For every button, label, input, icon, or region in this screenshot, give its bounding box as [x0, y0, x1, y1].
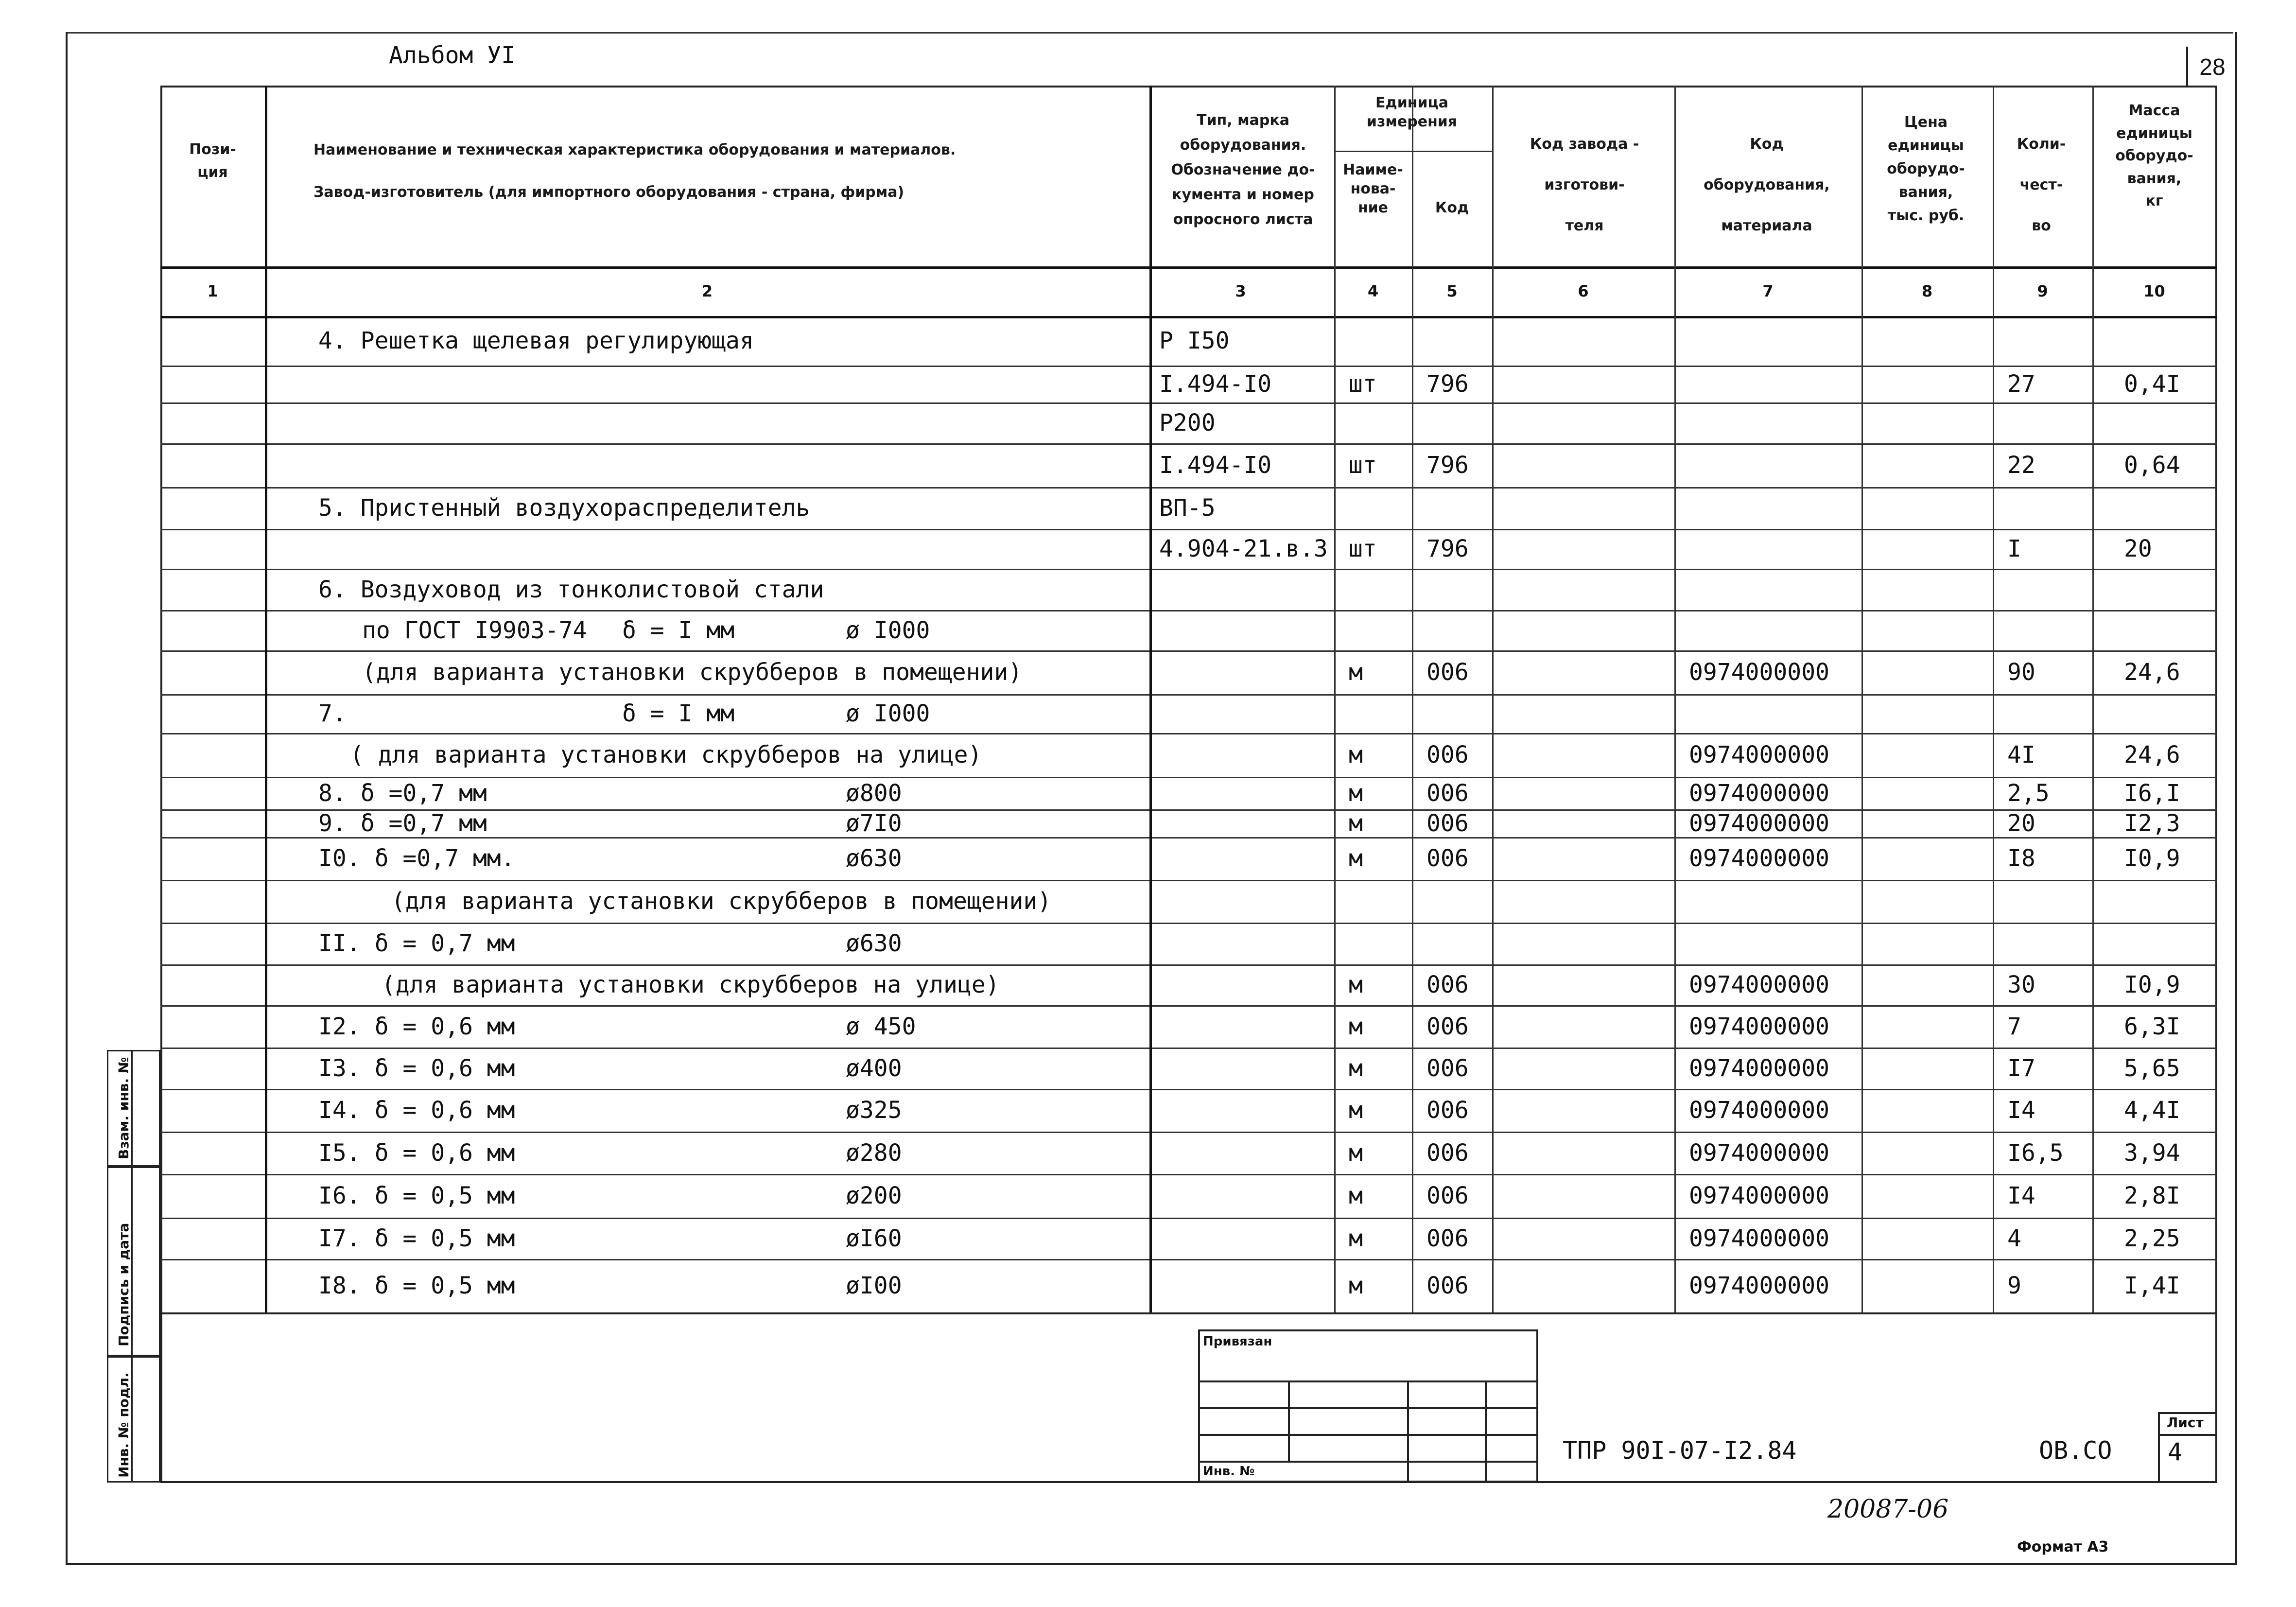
grid-hline: [160, 487, 2217, 489]
row-material-code: 0974000000: [1689, 1182, 1829, 1209]
row-unit-code: 796: [1426, 452, 1469, 479]
row-thickness: δ = I мм: [622, 700, 735, 727]
col7-header: Код оборудования, материала: [1704, 136, 1830, 234]
grid-vline: [1149, 86, 1152, 1312]
privyazan-line-3: [1198, 1434, 1538, 1436]
grid-vline: [1334, 86, 1336, 1312]
row-unit-code: 006: [1426, 810, 1469, 837]
sheet-label: Лист: [2167, 1415, 2204, 1431]
titleblock-top-line: [160, 1312, 2217, 1314]
row-name: I3. δ = 0,6 мм: [318, 1055, 515, 1082]
grid-hline: [160, 837, 2217, 838]
sheet-box-divider: [2158, 1434, 2217, 1436]
grid-hline: [160, 1048, 2217, 1049]
row-name: 5. Пристенный воздухораспределитель: [318, 494, 810, 522]
row-unit-code: 006: [1426, 741, 1469, 769]
row-mass: 24,6: [2124, 741, 2180, 769]
row-mass: I0,9: [2124, 845, 2180, 872]
row-name: I4. δ = 0,6 мм: [318, 1097, 515, 1124]
grid-hline: [160, 529, 2217, 530]
row-quantity: 27: [2007, 370, 2035, 398]
row-diameter: ø280: [846, 1139, 902, 1167]
row-material-code: 0974000000: [1689, 1013, 1829, 1040]
row-name: I2. δ = 0,6 мм: [318, 1013, 515, 1040]
privyazan-line-2: [1198, 1407, 1538, 1409]
grid-hline: [160, 1174, 2217, 1175]
row-diameter: øI60: [846, 1225, 902, 1252]
row-type: Р I50: [1159, 327, 1230, 354]
row-unit-code: 006: [1426, 780, 1469, 807]
row-unit: м: [1349, 1097, 1363, 1124]
format-label: Формат А3: [2017, 1538, 2109, 1555]
row-mass: 2,25: [2124, 1225, 2180, 1252]
colnum-5: 5: [1446, 282, 1458, 300]
row-material-code: 0974000000: [1689, 1139, 1829, 1167]
col1-header: Пози- ция: [189, 141, 236, 181]
row-mass: 24,6: [2124, 659, 2180, 686]
row-material-code: 0974000000: [1689, 810, 1829, 837]
row-quantity: 90: [2007, 659, 2035, 686]
grid-hline: [160, 880, 2217, 881]
row-mass: 20: [2124, 535, 2152, 562]
grid-vline: [1861, 86, 1863, 1312]
col9-header: Коли- чест- во: [2017, 136, 2066, 234]
grid-vline: [1412, 86, 1413, 1312]
row-name: 4. Решетка щелевая регулирующая: [318, 327, 754, 354]
row-unit-code: 006: [1426, 1097, 1469, 1124]
row-material-code: 0974000000: [1689, 1055, 1829, 1082]
grid-hline: [160, 316, 2217, 318]
row-mass: I,4I: [2124, 1272, 2180, 1299]
row-mass: 2,8I: [2124, 1182, 2180, 1209]
row-unit-code: 006: [1426, 1139, 1469, 1167]
grid-hline: [160, 1218, 2217, 1219]
grid-hline: [160, 266, 2217, 269]
grid-hline: [160, 694, 2217, 696]
row-diameter: ø630: [846, 845, 902, 872]
privyazan-vline-1: [1288, 1380, 1290, 1461]
row-unit-code: 796: [1426, 370, 1469, 398]
colnum-3: 3: [1235, 282, 1246, 300]
colnum-7: 7: [1762, 282, 1774, 300]
row-unit-code: 006: [1426, 659, 1469, 686]
row-material-code: 0974000000: [1689, 1272, 1829, 1299]
privyazan-vline-3: [1485, 1380, 1487, 1483]
row-diameter: ø630: [846, 930, 902, 957]
grid-vline: [1674, 86, 1676, 1312]
row-unit: м: [1349, 1139, 1363, 1167]
row-unit: шт: [1349, 370, 1377, 398]
col2-header: Наименование и техническая характеристика оборудования и материалов. Завод-изготовитель (для импортного оборудования - страна, фирма): [313, 141, 956, 201]
row-material-code: 0974000000: [1689, 1097, 1829, 1124]
row-name: I8. δ = 0,5 мм: [318, 1272, 515, 1299]
row-unit: м: [1349, 810, 1363, 837]
row-unit: м: [1349, 971, 1363, 998]
grid-hline: [160, 777, 2217, 778]
privyazan-vline-2: [1407, 1380, 1409, 1483]
col3-header: Тип, марка оборудования. Обозначение до- кумента и номер опросного листа: [1171, 112, 1315, 228]
row-quantity: 9: [2007, 1272, 2021, 1299]
row-diameter: ø200: [846, 1182, 902, 1209]
privyazan-box: [1198, 1329, 1538, 1483]
row-quantity: I7: [2007, 1055, 2035, 1082]
row-type: Р200: [1159, 409, 1216, 437]
col5-header: Код: [1435, 199, 1469, 216]
row-material-code: 0974000000: [1689, 780, 1829, 807]
row-unit-code: 006: [1426, 845, 1469, 872]
sidebar-inv: [107, 1356, 160, 1483]
row-mass: I6,I: [2124, 780, 2180, 807]
colnum-1: 1: [207, 282, 218, 300]
row-material-code: 0974000000: [1689, 659, 1829, 686]
row-unit-code: 006: [1426, 1182, 1469, 1209]
row-diameter: ø800: [846, 780, 902, 807]
handwritten-number: 20087-06: [1827, 1495, 1949, 1524]
inv-no-label: Инв. №: [1203, 1464, 1255, 1479]
sidebar-divider: [131, 1050, 133, 1483]
row-name: 8. δ =0,7 мм: [318, 780, 487, 807]
row-unit-code: 006: [1426, 1225, 1469, 1252]
privyazan-line-4: [1198, 1461, 1538, 1463]
grid-vline: [1492, 86, 1494, 1312]
row-material-code: 0974000000: [1689, 845, 1829, 872]
row-unit-code: 006: [1426, 1013, 1469, 1040]
col8-header: Цена единицы оборудо- вания, тыс. руб.: [1887, 114, 1965, 224]
row-unit: м: [1349, 1013, 1363, 1040]
row-name: I5. δ = 0,6 мм: [318, 1139, 515, 1167]
sidebar-podpis-label: Подпись и дата: [116, 1223, 132, 1346]
row-mass: 4,4I: [2124, 1097, 2180, 1124]
row-name: 9. δ =0,7 мм: [318, 810, 487, 837]
row-quantity: I8: [2007, 845, 2035, 872]
row-name: 6. Воздуховод из тонколистовой стали: [318, 576, 824, 603]
grid-hline: [160, 1132, 2217, 1133]
page-number: 28: [2186, 47, 2237, 87]
row-mass: 6,3I: [2124, 1013, 2180, 1040]
row-diameter: ø325: [846, 1097, 902, 1124]
row-mass: 3,94: [2124, 1139, 2180, 1167]
row-name: по ГОСТ I9903-74: [362, 617, 587, 644]
row-quantity: 22: [2007, 452, 2035, 479]
row-quantity: 4: [2007, 1225, 2021, 1252]
row-quantity: 7: [2007, 1013, 2021, 1040]
colnum-6: 6: [1578, 282, 1589, 300]
row-unit: м: [1349, 1055, 1363, 1082]
privyazan-line-1: [1198, 1380, 1538, 1382]
row-quantity: 30: [2007, 971, 2035, 998]
row-unit: м: [1349, 741, 1363, 769]
privyazan-label: Привязан: [1203, 1334, 1272, 1349]
grid-vline: [1993, 86, 1994, 1312]
row-diameter: ø I000: [846, 700, 930, 727]
row-name: (для варианта установки скрубберов в помещении): [391, 888, 1052, 915]
row-unit: м: [1349, 659, 1363, 686]
row-name: I7. δ = 0,5 мм: [318, 1225, 515, 1252]
sidebar-vzam-label: Взам. инв. №: [116, 1057, 132, 1159]
row-mass: 0,4I: [2124, 370, 2180, 398]
colnum-8: 8: [1921, 282, 1933, 300]
row-material-code: 0974000000: [1689, 971, 1829, 998]
grid-hline: [160, 402, 2217, 404]
row-unit-code: 006: [1426, 1272, 1469, 1299]
sidebar-inv-label: Инв. № подл.: [116, 1372, 132, 1478]
grid-hline: [160, 964, 2217, 966]
row-diameter: ø 450: [846, 1013, 916, 1040]
colnum-9: 9: [2037, 282, 2048, 300]
grid-hline: [160, 366, 2217, 367]
album-label: Альбом УI: [389, 42, 516, 69]
row-diameter: ø400: [846, 1055, 902, 1082]
row-quantity: I6,5: [2007, 1139, 2064, 1167]
col6-header: Код завода - изготови- теля: [1530, 136, 1639, 234]
grid-vline: [265, 86, 267, 1312]
grid-hline: [160, 923, 2217, 924]
row-quantity: 4I: [2007, 741, 2035, 769]
row-diameter: ø I000: [846, 617, 930, 644]
grid-hline: [160, 1089, 2217, 1090]
row-mass: I0,9: [2124, 971, 2180, 998]
row-type: ВП-5: [1159, 494, 1216, 522]
grid-hline: [160, 1259, 2217, 1260]
grid-hline: [160, 1005, 2217, 1007]
row-diameter: øI00: [846, 1272, 902, 1299]
row-unit: м: [1349, 1225, 1363, 1252]
row-unit-code: 006: [1426, 971, 1469, 998]
row-type: I.494-I0: [1159, 452, 1272, 479]
row-name: (для варианта установки скрубберов в помещении): [362, 659, 1023, 686]
grid-vline: [2092, 86, 2094, 1312]
row-name: I6. δ = 0,5 мм: [318, 1182, 515, 1209]
row-unit-code: 796: [1426, 535, 1469, 562]
grid-hline: [160, 443, 2217, 445]
row-unit: м: [1349, 1272, 1363, 1299]
row-name: 7.: [318, 700, 347, 727]
grid-hline: [160, 610, 2217, 611]
document-code: ТПР 90I-07-I2.84: [1563, 1436, 1797, 1465]
col4-header: Наиме- нова- ние: [1343, 161, 1403, 216]
row-unit: м: [1349, 1182, 1363, 1209]
colnum-4: 4: [1367, 282, 1379, 300]
row-material-code: 0974000000: [1689, 1225, 1829, 1252]
section-code: ОВ.СО: [2039, 1436, 2112, 1465]
col10-header: Масса единицы оборудо- вания, кг: [2115, 102, 2193, 210]
grid-hline: [160, 650, 2217, 652]
sidebar-podpis: [107, 1167, 160, 1356]
row-quantity: 2,5: [2007, 780, 2050, 807]
row-unit: м: [1349, 845, 1363, 872]
sheet-number: 4: [2168, 1438, 2183, 1466]
row-name: I0. δ =0,7 мм.: [318, 845, 515, 872]
row-quantity: I4: [2007, 1097, 2035, 1124]
row-quantity: 20: [2007, 810, 2035, 837]
grid-hline: [160, 569, 2217, 570]
row-name: (для варианта установки скрубберов на улице): [382, 971, 1000, 998]
row-material-code: 0974000000: [1689, 741, 1829, 769]
row-name: ( для варианта установки скрубберов на улице): [350, 741, 982, 769]
grid-hline: [160, 733, 2217, 734]
row-thickness: δ = I мм: [622, 617, 735, 644]
sidebar-vzam: [107, 1050, 160, 1167]
row-quantity: I: [2007, 535, 2021, 562]
row-unit-code: 006: [1426, 1055, 1469, 1082]
row-diameter: ø7I0: [846, 810, 902, 837]
row-type: 4.904-21.в.3: [1159, 535, 1328, 562]
row-name: II. δ = 0,7 мм: [318, 930, 515, 957]
row-mass: 0,64: [2124, 452, 2180, 479]
col45-group-header: Единица измерения: [1366, 94, 1458, 130]
row-mass: I2,3: [2124, 810, 2180, 837]
row-unit: шт: [1349, 452, 1377, 479]
row-unit: шт: [1349, 535, 1377, 562]
row-mass: 5,65: [2124, 1055, 2180, 1082]
row-quantity: I4: [2007, 1182, 2035, 1209]
colnum-2: 2: [701, 282, 713, 300]
row-unit: м: [1349, 780, 1363, 807]
colnum-10: 10: [2143, 282, 2165, 300]
row-type: I.494-I0: [1159, 370, 1272, 398]
